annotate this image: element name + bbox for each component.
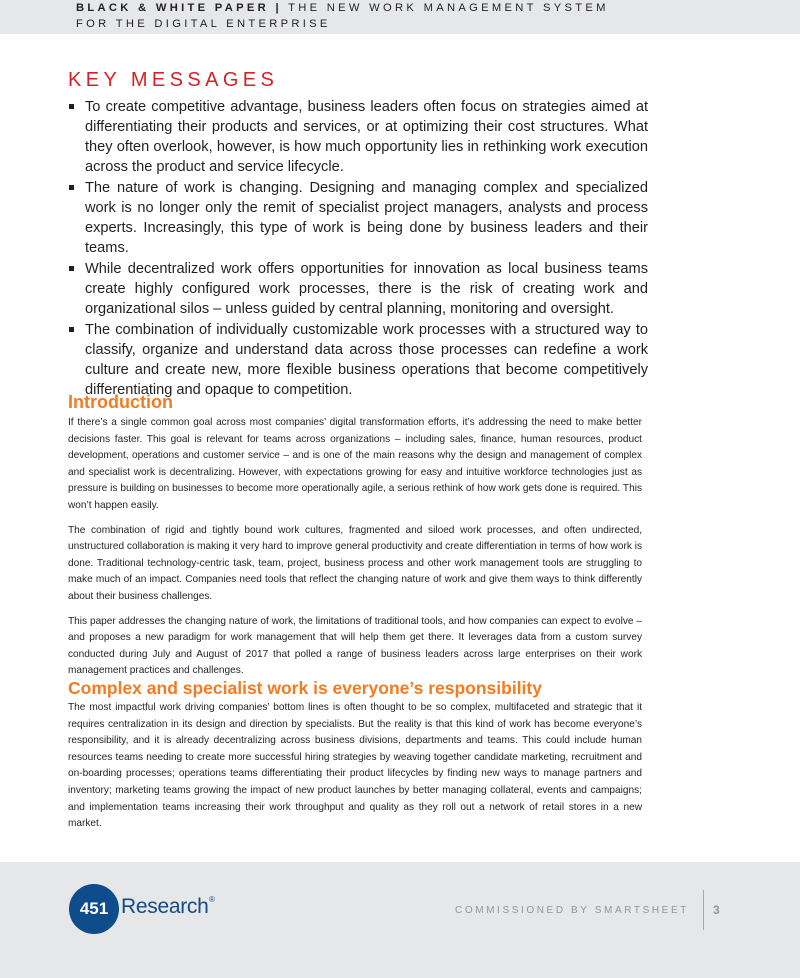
header-separator: | [275,2,282,14]
key-message-item [68,97,648,177]
key-message-item [68,320,648,400]
commissioned-by-label: COMMISSIONED BY SMARTSHEET [455,905,689,916]
square-bullet-icon [69,104,74,109]
introduction-heading: Introduction [68,392,173,412]
451-logo-circle: 451 [69,884,119,934]
key-message-text: The nature of work is changing. Designing and managing complex and specialized work is no longer only the remit of specialist project managers, analysts and process experts. Increasingly, this type of work is being done by business leaders and their teams. [85,179,648,257]
square-bullet-icon [69,266,74,271]
registered-mark: ® [209,895,215,904]
introduction-paragraph: If there’s a single common goal across most companies’ digital transformation efforts, it’s addressing the need to make better decisions faster. This goal is relevant for teams across organizations – including sales, finance, human resources, product development, operations and customer service – and is one of the main reasons why the design and management of complex and specialist work is decentralizing. However, with expectations growing for easy and intuitive workforce technologies just as pressure is building on businesses to become more operationally agile, a serious rethink of how work gets done is required. This won’t happen easily. [68,417,642,511]
complex-work-body [68,700,642,841]
key-message-text: The combination of individually customizable work processes with a structured way to classify, organize and understand data across those processes can redefine a work culture and create new, more flexible business operations that become competitively differentiating and opaque to competition. [85,321,648,398]
paper-title-part-1: THE NEW WORK MANAGEMENT SYSTEM [288,2,609,14]
key-messages-heading: KEY MESSAGES [68,69,279,91]
paper-title-part-2: FOR THE DIGITAL ENTERPRISE [76,18,331,30]
key-message-text: While decentralized work offers opportunities for innovation as local business teams create highly configured work processes, there is the risk of creating work and organizational silos – unless guided by central planning, monitoring and oversight. [85,260,648,317]
paper-series: BLACK & WHITE PAPER [76,2,270,14]
introduction-paragraph: This paper addresses the changing nature of work, the limitations of traditional tools, and how companies can expect to evolve – and proposes a new paradigm for work management that will help them get there. It leverages data from a custom survey conducted during July and August of 2017 that polled a range of business leaders across large enterprises on their work management practices and challenges. [68,615,642,677]
key-message-text: To create competitive advantage, business leaders often focus on strategies aimed at differentiating their products and services, or at optimizing their cost structures. What they often overlook, however, is how much opportunity lies in rethinking work execution across the product and service lifecycle. [85,99,648,176]
page-footer-band [0,862,800,978]
complex-work-heading: Complex and specialist work is everyone’s responsibility [68,678,542,698]
header-title-line-1 [76,2,609,14]
key-message-item [68,178,648,258]
square-bullet-icon [69,185,74,190]
complex-work-paragraph: The most impactful work driving companies’ bottom lines is often thought to be so complex, multifaceted and strategic that it requires centralization in its design and direction by specialists. But the reality is that this kind of work has become everyone’s responsibility, and it is already decentralizing across business divisions, departments and teams. This could include human resources teams needing to create more successful hiring strategies by weaving together candidate marketing, recruitment and on-boarding processes; operations teams differentiating their product lifecycles by finding new ways to manage partners and inventory; marketing teams growing the impact of new product launches by better managing collateral, events and campaigns; and implementation teams increasing their work throughput and quality as they roll out a network of retail stores in a new market. [68,702,642,830]
introduction-paragraph: The combination of rigid and tightly bound work cultures, fragmented and siloed work processes, and often undirected, unstructured collaboration is making it very hard to improve general productivity and create differentiation in terms of how work is done. Traditional technology-centric task, team, project, business process and other work management tools are struggling to make much of an impact. Companies need tools that reflect the changing nature of work and give them ways to think differently about their business challenges. [68,524,642,602]
451-research-logo-text: Research [121,895,209,918]
page-number: 3 [713,903,720,917]
introduction-body [68,415,642,688]
page-header-band [0,0,800,34]
footer-divider [703,890,704,930]
key-message-item [68,259,648,319]
square-bullet-icon [69,327,74,332]
key-messages-list [68,97,648,400]
